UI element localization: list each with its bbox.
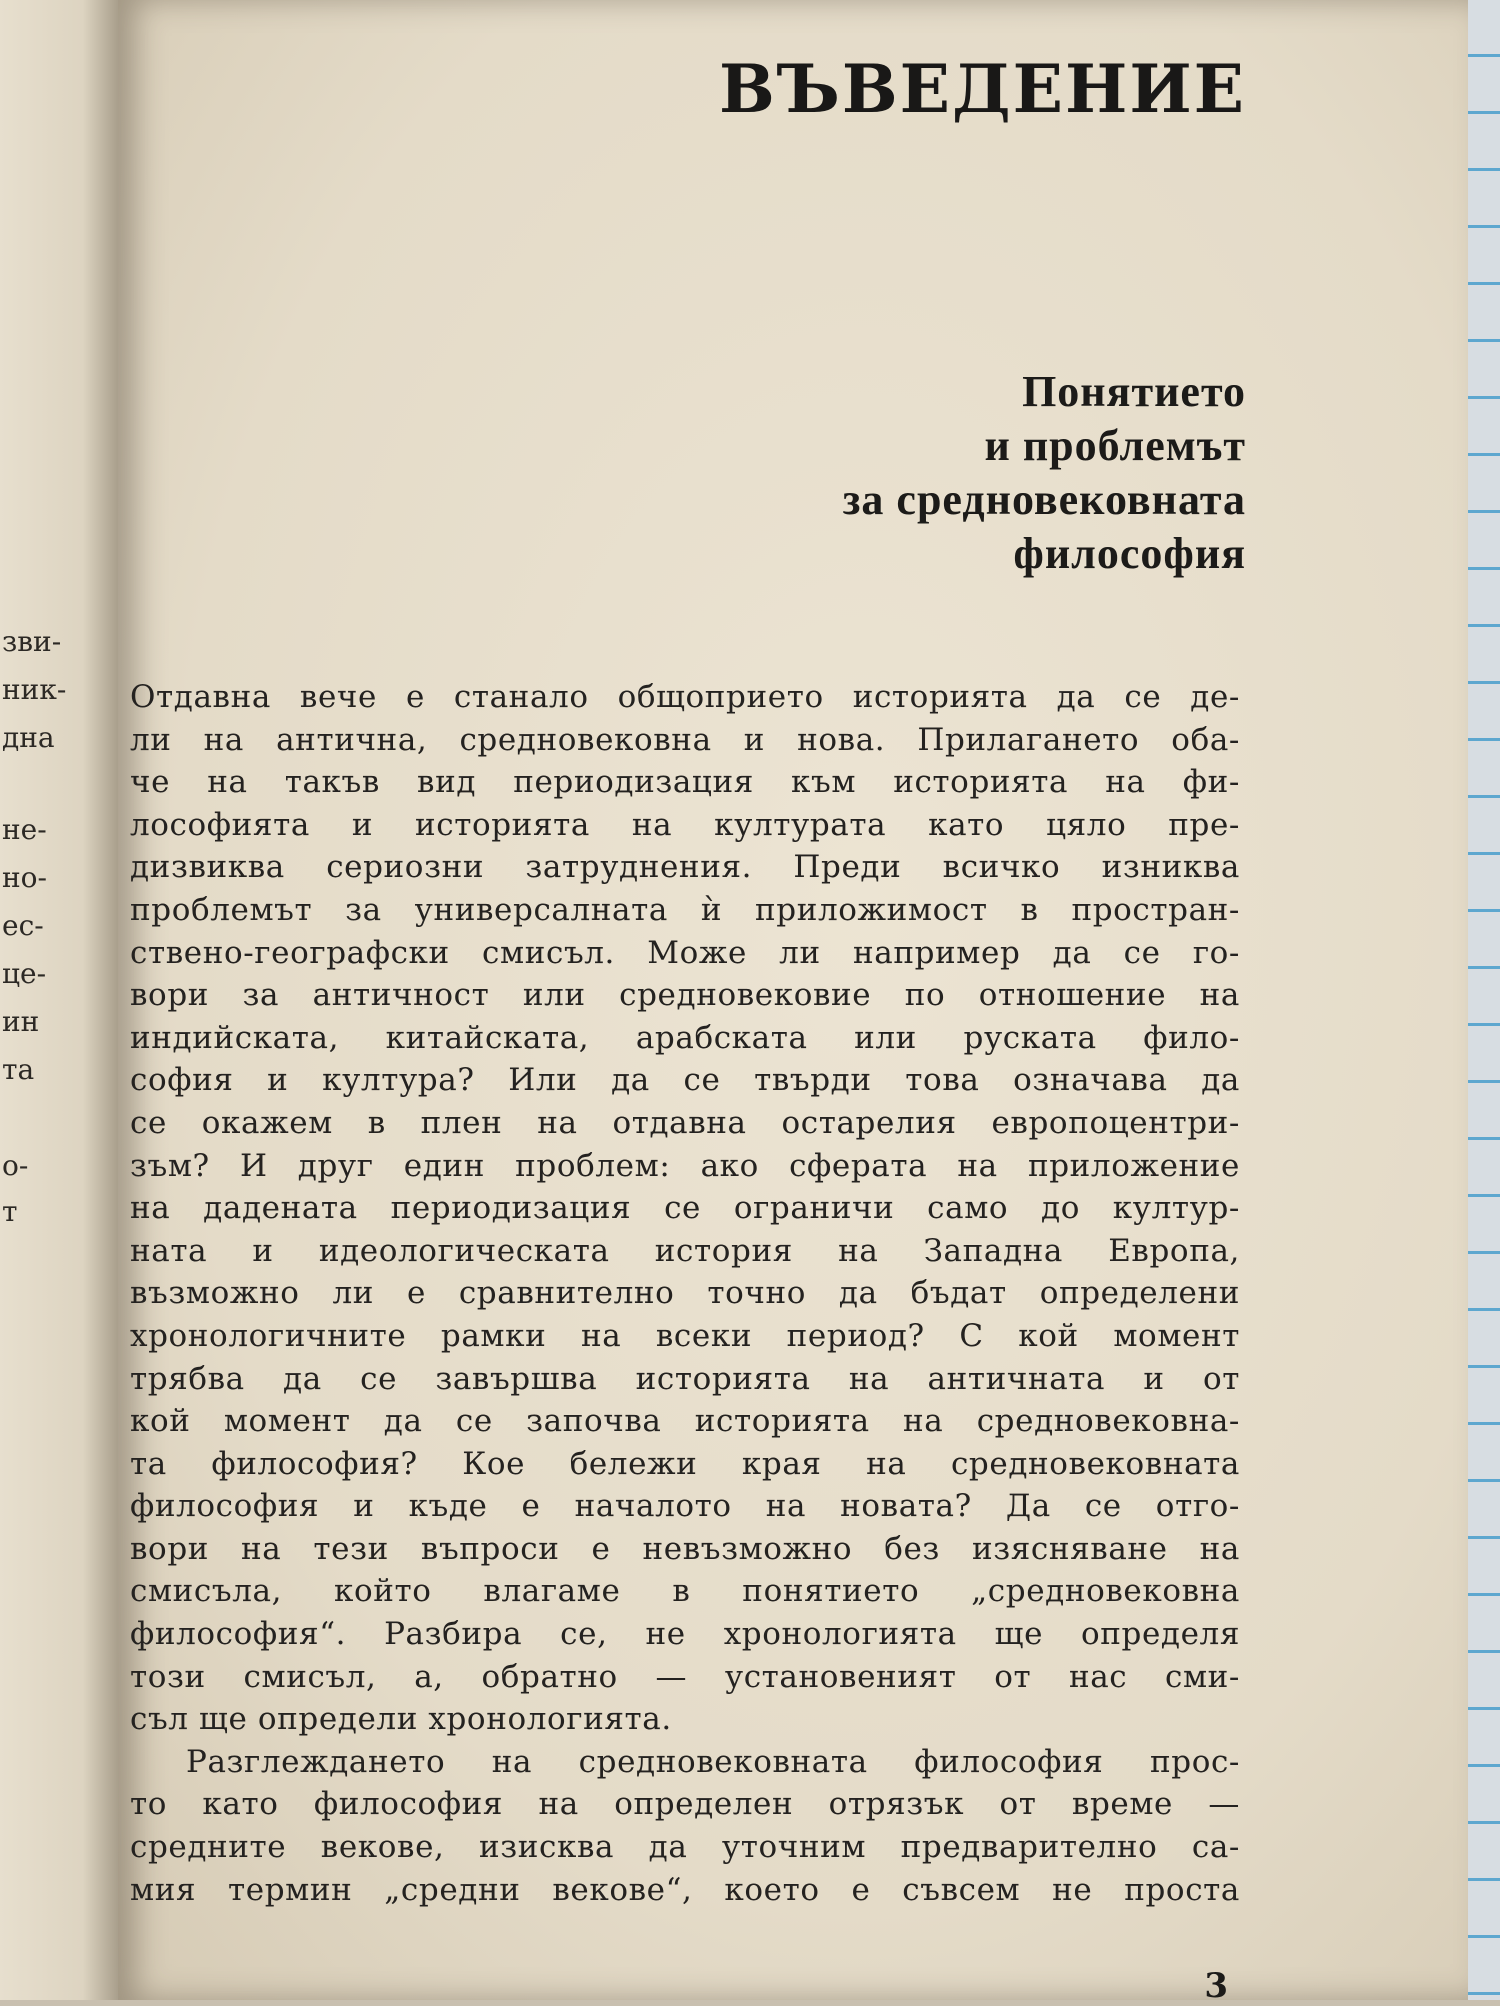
text-line: проблемът за универсалната ѝ приложимост в простран- (130, 891, 1240, 928)
text-line: дизвиква сериозни затруднения. Преди всичко изниква (130, 849, 1240, 886)
text-line: средните векове, изисква да уточним предварително са- (130, 1829, 1240, 1866)
paragraph (130, 1741, 1240, 1911)
left-page-fragment: т (2, 1195, 18, 1228)
section-title-line: Понятието (1022, 367, 1246, 416)
text-line: Отдавна вече е станало общоприето историята да се де- (130, 679, 1240, 715)
text-line: ната и идеологическата история на Западна Европа, (130, 1232, 1240, 1269)
text-line: на дадената периодизация се ограничи само до култур- (130, 1190, 1240, 1227)
text-line: мия термин „средни векове“, което е съвсем не проста (130, 1871, 1240, 1908)
chapter-title: ВЪВЕДЕНИЕ (718, 50, 1246, 128)
text-line: лософията и историята на културата като цяло пре- (130, 806, 1240, 843)
body-text (130, 676, 1240, 1911)
paragraph (130, 676, 1240, 1741)
section-title-line: философия (1013, 529, 1246, 578)
left-page-fragment: ин (2, 1005, 40, 1038)
left-page-fragment: це- (2, 957, 47, 990)
text-line: индийската, китайската, арабската или руската фило- (130, 1019, 1240, 1056)
section-title (843, 365, 1246, 581)
text-line: вори за античност или средновековие по отношение на (130, 977, 1240, 1014)
text-line: трябва да се завършва историята на античната и от (130, 1360, 1240, 1397)
text-line: вори на тези въпроси е невъзможно без изясняване на (130, 1530, 1240, 1567)
text-line: се окажем в плен на отдавна остарелия европоцентри- (130, 1104, 1240, 1141)
text-line: съл ще определи хронологията. (130, 1701, 672, 1738)
page-number: 3 (1204, 1966, 1228, 2006)
text-line: ствено-географски смисъл. Може ли например да се го- (130, 934, 1240, 971)
book-page (118, 0, 1468, 2006)
left-page-fragment: но- (2, 861, 47, 894)
left-page-fragment: ник- (2, 673, 67, 706)
text-line: възможно ли е сравнително точно да бъдат определени (130, 1275, 1240, 1312)
left-page-fragment: та (2, 1053, 35, 1086)
text-line: че на такъв вид периодизация към историята на фи- (130, 764, 1240, 801)
text-line: смисъла, който влагаме в понятието „средновековна (130, 1573, 1240, 1610)
text-line: този смисъл, а, обратно — установеният от нас сми- (130, 1658, 1240, 1695)
left-page-fragment: дна (2, 721, 55, 754)
text-line: философия и къде е началото на новата? Да се отго- (130, 1488, 1240, 1525)
text-line: Разглеждането на средновековната философия прос- (186, 1743, 1240, 1780)
left-page-fragment: не- (2, 813, 47, 846)
text-line: та философия? Кое бележи края на средновековната (130, 1445, 1240, 1482)
left-page-fragment: ес- (2, 909, 44, 942)
previous-page-edge (0, 0, 118, 2000)
text-line: хронологичните рамки на всеки период? С кой момент (130, 1317, 1240, 1354)
left-page-fragment: о- (2, 1149, 29, 1182)
text-line: философия“. Разбира се, не хронологията ще определя (130, 1616, 1240, 1653)
section-title-line: за средновековната (842, 475, 1246, 524)
text-line: софия и култура? Или да се твърди това означава да (130, 1062, 1240, 1099)
text-line: ли на антична, средновековна и нова. Прилагането оба- (130, 721, 1240, 758)
text-line: зъм? И друг един проблем: ако сферата на приложение (130, 1147, 1240, 1184)
text-line: то като философия на определен отрязък от време — (130, 1786, 1240, 1823)
text-line: кой момент да се започва историята на средновековна- (130, 1403, 1240, 1440)
section-title-line: и проблемът (984, 421, 1246, 470)
left-page-fragment: зви- (2, 625, 62, 658)
